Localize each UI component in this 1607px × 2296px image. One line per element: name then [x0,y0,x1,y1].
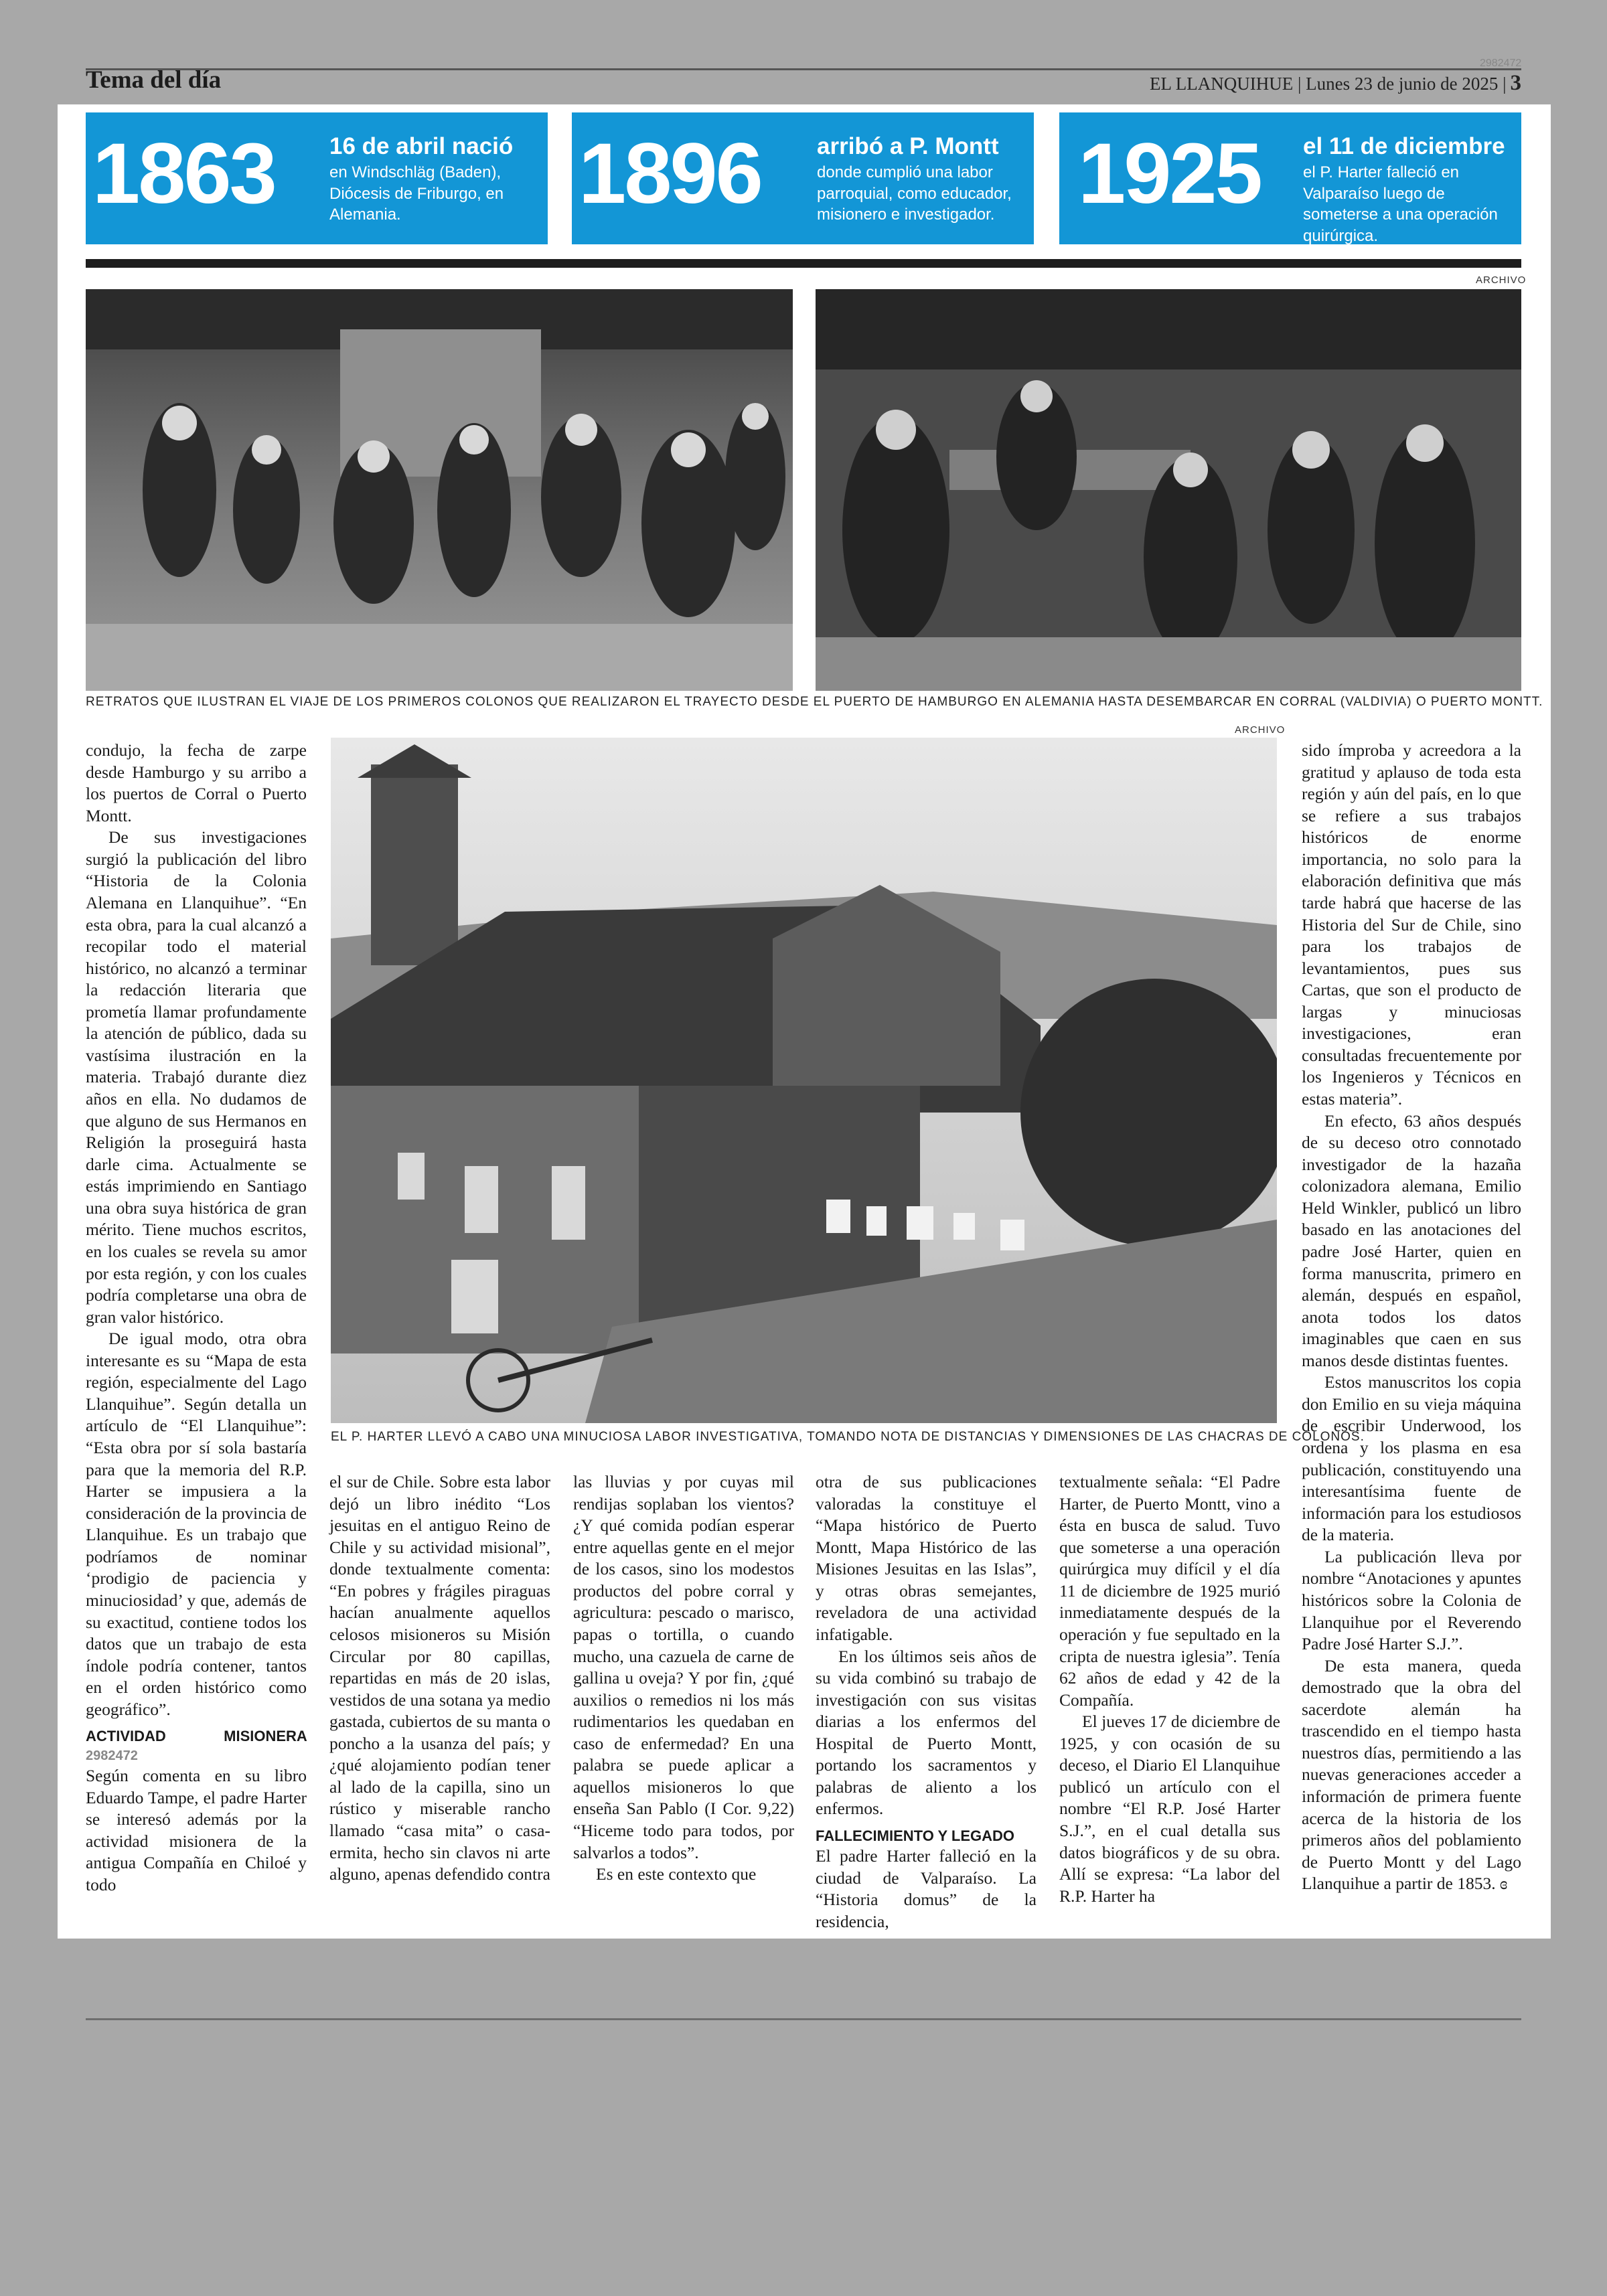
masthead: EL LLANQUIHUE | Lunes 23 de junio de 2025 | 3 [1150,71,1521,95]
article-column-6 [1302,740,1521,1895]
paragraph: las lluvias y por cuyas mil rendijas soplaban los vientos? ¿Y qué comida podían esperar entre aquellas gente en el mejor de los casos, sino los modestos productos del pobre corral y agricultura: pescado o marisco, papas o tortilla, o cuando mucho, una cazuela de carne de gallina u oveja? Y por fin, ¿qué auxilios o remedios ni los más rudimentarios les quedaban en caso de enfermedad? En una palabra se puede aplicar a aquellos misioneros lo que enseña San Pablo (I Cor. 9,22) “Hiceme todo para todos, por salvarlos a todos”. [573,1472,794,1862]
paragraph: el sur de Chile. Sobre esta labor dejó un libro inédito “Los jesuitas en el antiguo Reino de Chile y su actividad misional”, donde textualmente comenta: “En pobres y frágiles piraguas hacían anualmente aquellos celosos misioneros su Misión Circular por 80 capillas, repartidas en más de 20 islas, vestidos de una sotana ya medio gastada, cubiertos de su manta o poncho a la usanza del país; y ¿qué alojamiento podían tener al lado de la capilla, sino un rústico y miserable rancho llamado “casa mita” o casa-ermita, hecho sin clavos ni arte alguno, apenas defendido contra [329,1472,550,1884]
article-column-4 [816,1471,1037,1933]
timeline-detail: donde cumplió una labor parroquial, como educador, misionero e investigador. [817,163,1012,224]
timeline-box-1896 [572,112,1034,244]
paragraph: De sus investigaciones surgió la publicación del libro “Historia de la Colonia Alemana en Llanquihue”. “En esta obra, para la cual alcanzó a recopilar todo el material histórico, no alcanzó a terminar la redacción literaria que prometía llamar profundamente la atención de público, dada su vastísima ilustración en la materia. Trabajó durante diez años en ella. No dudamos de que alguno de sus Hermanos en Religión la proseguirá hasta darle cima. Actualmente se estás imprimiendo en Santiago una obra suya histórica de gran mérito. Tiene muchos escritos, en los cuales se revela su amor por esta región, y con los cuales podría completarse una obra de gran valor histórico. [86,827,307,1327]
page-id-inline: 2982472 [86,1748,138,1764]
photo-credit: ARCHIVO [1235,724,1286,736]
timeline-detail: el P. Harter falleció en Valparaíso luego de someterse a una operación quirúrgica. [1303,163,1498,246]
paragraph: Es en este contexto que [596,1864,757,1884]
paragraph: textualmente señala: “El Padre Harter, de Puerto Montt, vino a ésta en busca de salud. Tuvo que someterse a una operación quirúrgica muy difícil y el día 11 de diciembre de 1925 murió inmediatamente después de la operación y fue sepultado en la cripta de nuestra iglesia”. Tenía 62 años de edad y 42 de la Compañía. [1059,1472,1280,1710]
paragraph: Estos manuscritos los copia don Emilio en su vieja máquina de escribir Underwood, los ordena y los plasma en esa publicación, constituyendo una interesantísima fuente de información para los estudiosos de la materia. [1302,1372,1521,1545]
end-mark: ɞ [1500,1874,1508,1894]
article-column-5 [1059,1471,1280,1907]
timeline-year: 1896 [579,126,761,222]
timeline-box-1925 [1059,112,1521,244]
paragraph: La publicación lleva por nombre “Anotaciones y apuntes históricos sobre la Colonia de Llanquihue por el Reverendo Padre José Harter S.J.”. [1302,1546,1521,1654]
photo-caption-top: RETRATOS QUE ILUSTRAN EL VIAJE DE LOS PRIMEROS COLONOS QUE REALIZARON EL TRAYECTO DESDE EL PUERTO DE HAMBURGO EN ALEMANIA HASTA DESEMBARCAR EN CORRAL (VALDIVIA) O PUERTO MONTT. [86,695,1543,709]
timeline-box-1863 [86,112,548,244]
engraving-ship-interior-2 [816,289,1521,691]
paragraph: El jueves 17 de diciembre de 1925, y con ocasión de su deceso, el Diario El Llanquihue publicó un artículo con el nombre “El R.P. José Harter S.J.”, en el cual detalla sus datos biográficos y de su obra. Allí se expresa: “La labor del R.P. Harter ha [1059,1712,1280,1906]
timeline-year: 1925 [1078,126,1261,222]
section-title: Tema del día [86,66,222,94]
engraving-ship-interior-1 [86,289,793,691]
paragraph-text: De esta manera, queda demostrado que la obra del sacerdote alemán ha trascendido en el tiempo hasta nuestros días, permitiendo a las nuevas generaciones acceder a información de primera fuente acerca de la historia de los primeros años del poblamiento de Puerto Montt y del Lago Llanquihue a partir de 1853. [1302,1655,1521,1894]
photo-illustration [331,738,1277,1423]
subhead-fallecimiento: FALLECIMIENTO Y LEGADO [816,1827,1015,1844]
article-column-3 [573,1471,794,1886]
timeline-event: arribó a P. Montt [817,133,999,159]
paragraph: condujo, la fecha de zarpe desde Hamburgo y su arribo a los puertos de Corral o Puerto Montt. [86,740,307,825]
paragraph: otra de sus publicaciones valoradas la constituye el “Mapa histórico de Puerto Montt, Mapa Histórico de las Misiones Jesuitas en las Islas”, y otras obras semejantes, reveladora de una actividad infatigable. [816,1472,1037,1644]
paragraph: El padre Harter falleció en la ciudad de Valparaíso. La “Historia domus” de la residencia, [816,1846,1037,1931]
page-number: 3 [1510,71,1521,95]
bottom-rule [86,2018,1521,2020]
paragraph: Según comenta en su libro Eduardo Tampe, el padre Harter se interesó además por la actividad misionera de la antigua Compañía en Chiloé y todo [86,1765,307,1894]
paragraph: De igual modo, otra obra interesante es su “Mapa de esta región, especialmente del Lago Llanquihue”. Según detalla un artículo de “El Llanquihue”: “Esta obra por sí sola bastaría para que la memoria del R.P. Harter se impusiera a la consideración de la provincia de Llanquihue. Es un trabajo que podríamos de nominar ‘prodigio de paciencia y minuciosidad’ y que, además de su exactitud, contiene todos los datos que un trabajo de esta índole podría contener, tantos en el orden histórico como geográfico”. [86,1329,307,1719]
newspaper-name: EL LLANQUIHUE [1150,74,1294,94]
timeline-detail: en Windschläg (Baden), Diócesis de Friburgo, en Alemania. [329,163,504,224]
timeline-event: 16 de abril nació [329,133,514,159]
article-column-2 [329,1471,550,1886]
header-rule [86,68,1521,70]
timeline-event: el 11 de diciembre [1303,133,1505,159]
timeline-year: 1863 [92,126,275,222]
engraving-illustration [816,289,1521,691]
photo-caption-main: EL P. HARTER LLEVÓ A CABO UNA MINUCIOSA LABOR INVESTIGATIVA, TOMANDO NOTA DE DISTANCIAS Y DIMENSIONES DE LAS CHACRAS DE COLONOS. [331,1430,1365,1444]
paragraph: En efecto, 63 años después de su deceso otro connotado investigador de la hazaña colonizadora alemana, Emilio Held Winkler, publicó un libro basado en las anotaciones del padre José Harter, quien en forma manuscrita, primero en alemán, después en español, anota todos los datos imaginables que caen en sus manos desde distintas fuentes. [1302,1111,1521,1370]
issue-date: Lunes 23 de junio de 2025 [1306,74,1499,94]
paragraph [1302,1655,1521,1895]
photo-credit: ARCHIVO [1476,274,1527,286]
paragraph: sido ímproba y acreedora a la gratitud y aplauso de toda esta región y aún del país, en lo que se refiere a sus trabajos históricos de enorme importancia, no solo para la elaboración definitiva que más tarde habrá que hacerse de las Historia del Sur de Chile, sino para los trabajos de levantamientos, pues sus Cartas, que son el producto de largas y minuciosas investigaciones, eran consultadas frecuentemente por los Ingenieros y Técnicos en estas materia”. [1302,740,1521,1109]
engraving-illustration [86,289,793,691]
section-divider [86,259,1521,268]
paragraph: En los últimos seis años de su vida combinó su trabajo de investigación con sus visitas diarias a los enfermos del Hospital de Puerto Montt, portando los sacramentos y palabras de aliento a los enfermos. [816,1646,1037,1819]
page-id: 2982472 [1480,58,1522,69]
article-column-1 [86,740,307,1896]
subhead-actividad-misionera [86,1727,307,1765]
historic-photo-puerto-montt [331,738,1277,1423]
subhead-text: ACTIVIDAD MISIONERA [86,1728,307,1745]
